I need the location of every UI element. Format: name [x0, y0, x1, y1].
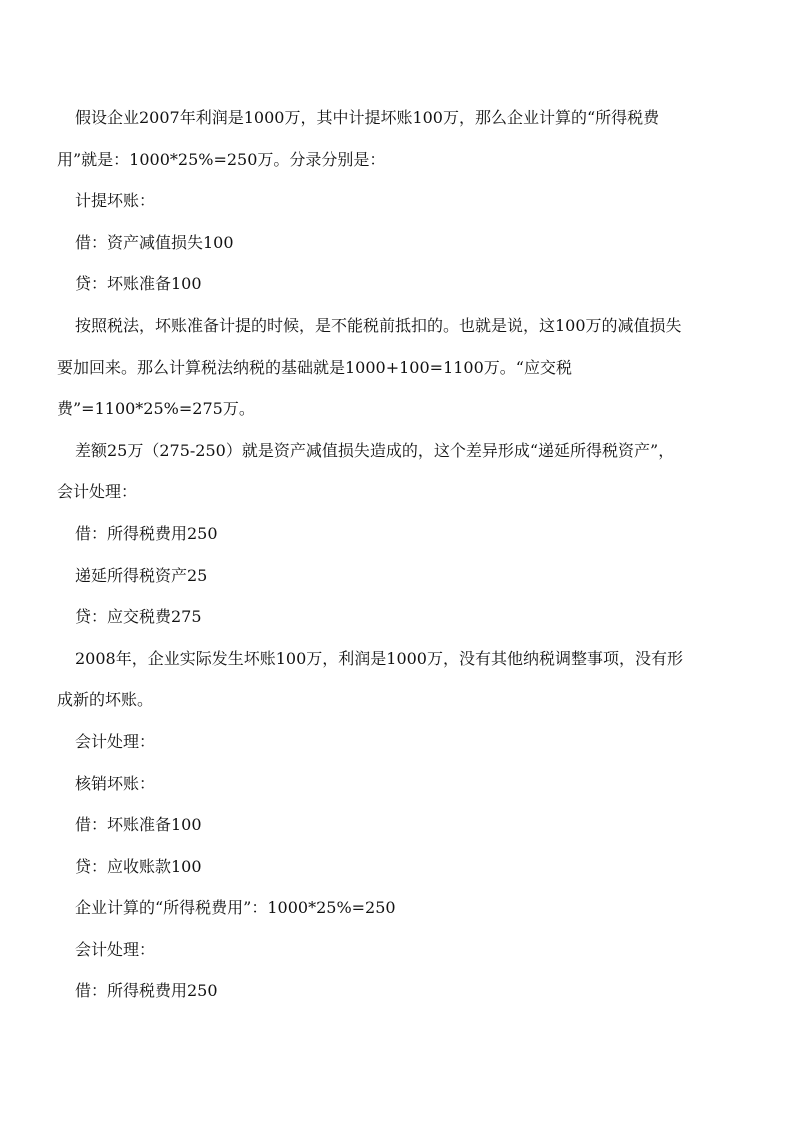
paragraph-accounting-treatment-2	[57, 929, 747, 971]
text-line: 借：所得税费用250	[75, 523, 218, 543]
paragraph-difference	[57, 430, 747, 513]
paragraph-tax-law	[57, 305, 747, 430]
text-line: 费”=1100*25%=275万。	[57, 399, 255, 419]
text-line: 成新的坏账。	[57, 690, 154, 710]
text-line: 按照税法，坏账准备计提的时候，是不能税前抵扣的。也就是说，这100万的减值损失	[75, 315, 682, 335]
text-line: 2008年，企业实际发生坏账100万，利润是1000万，没有其他纳税调整事项，没有形	[75, 648, 683, 668]
paragraph-deferred-tax-asset	[57, 555, 747, 597]
text-line: 借：所得税费用250	[75, 981, 218, 1001]
paragraph-debit-tax-expense-2	[57, 970, 747, 1012]
text-line: 贷：坏账准备100	[75, 274, 202, 294]
text-line: 会计处理：	[75, 731, 156, 751]
paragraph-assumption	[57, 97, 747, 180]
paragraph-debit-allowance	[57, 804, 747, 846]
text-line: 差额25万（275-250）就是资产减值损失造成的，这个差异形成“递延所得税资产”，	[75, 440, 675, 460]
text-line: 要加回来。那么计算税法纳税的基础就是1000+100=1100万。“应交税	[57, 357, 572, 377]
text-line: 借：坏账准备100	[75, 815, 202, 835]
text-line: 会计处理：	[57, 482, 138, 502]
text-line: 递延所得税资产25	[75, 565, 208, 585]
paragraph-credit-tax-payable	[57, 596, 747, 638]
paragraph-2008	[57, 638, 747, 721]
text-line: 核销坏账：	[75, 773, 156, 793]
text-line: 借：资产减值损失100	[75, 232, 234, 252]
text-line: 用”就是：1000*25%=250万。分录分别是：	[57, 149, 386, 169]
text-line: 企业计算的“所得税费用”：1000*25%=250	[75, 898, 396, 918]
text-line: 假设企业2007年利润是1000万，其中计提坏账100万，那么企业计算的“所得税费	[75, 108, 660, 127]
paragraph-credit-receivable	[57, 846, 747, 888]
paragraph-accrue-bad-debt	[57, 180, 747, 222]
paragraph-debit-impairment	[57, 222, 747, 264]
paragraph-write-off	[57, 763, 747, 805]
text-line: 贷：应收账款100	[75, 856, 202, 876]
paragraph-accounting-treatment	[57, 721, 747, 763]
text-line: 计提坏账：	[75, 191, 156, 211]
text-line: 贷：应交税费275	[75, 607, 202, 627]
text-line: 会计处理：	[75, 939, 156, 959]
paragraph-debit-tax-expense	[57, 513, 747, 555]
paragraph-tax-expense-calc	[57, 887, 747, 929]
paragraph-credit-allowance	[57, 263, 747, 305]
document-body	[57, 97, 747, 1012]
